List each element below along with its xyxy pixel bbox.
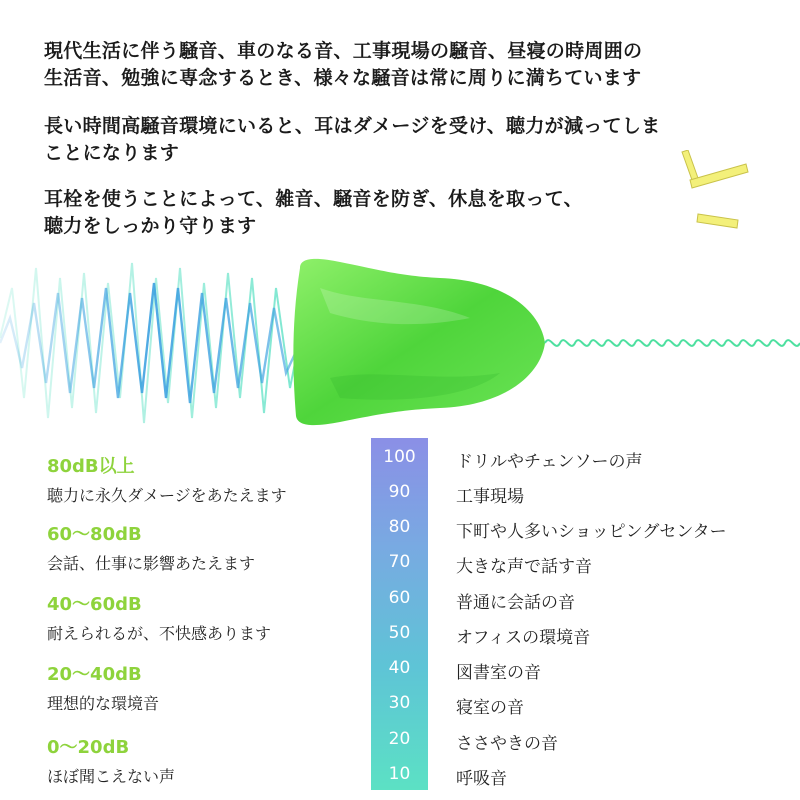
sound-source-60: 普通に会話の音 <box>456 593 575 613</box>
db-value-30: 30 <box>388 693 411 713</box>
level-title-80-plus: 80dB以上 <box>47 456 135 477</box>
intro-line: ことになります <box>44 142 180 164</box>
sound-source-100: ドリルやチェンソーの声 <box>456 452 643 472</box>
intro-paragraph-noise-life <box>44 38 760 92</box>
sound-source-40: 図書室の音 <box>456 663 541 683</box>
intro-line: 長い時間高騒音環境にいると、耳はダメージを受け、聴力が減ってしま <box>44 115 661 137</box>
intro-line: 現代生活に伴う騒音、車のなる音、工事現場の騒音、昼寝の時周囲の <box>44 40 643 62</box>
sound-source-10: 呼吸音 <box>456 769 507 789</box>
level-desc-0-20: ほぼ聞こえない声 <box>47 767 176 786</box>
db-value-60: 60 <box>388 588 411 608</box>
intro-line: 聴力をしっかり守ります <box>44 215 257 237</box>
level-desc-80-plus: 聴力に永久ダメージをあたえます <box>47 486 287 505</box>
db-value-20: 20 <box>388 729 411 749</box>
sound-source-70: 大きな声で話す音 <box>456 557 592 577</box>
db-value-100: 100 <box>383 447 416 467</box>
db-value-80: 80 <box>388 517 411 537</box>
level-title-60-80: 60～80dB <box>47 524 142 545</box>
level-title-40-60: 40～60dB <box>47 594 142 615</box>
emphasis-burst-icon <box>680 150 750 240</box>
sound-source-80: 下町や人多いショッピングセンター <box>456 522 727 542</box>
level-desc-60-80: 会話、仕事に影響あたえます <box>47 554 256 573</box>
intro-paragraph-hearing-damage <box>44 113 760 167</box>
intro-paragraph-earplug-benefit <box>44 186 760 240</box>
earplug-soundwave-illustration <box>0 248 800 438</box>
quiet-soundwave <box>545 340 800 346</box>
sound-source-90: 工事現場 <box>456 487 524 507</box>
sound-source-30: 寝室の音 <box>456 698 524 718</box>
level-title-0-20: 0～20dB <box>47 737 130 758</box>
earplug-body <box>293 259 545 425</box>
sound-source-50: オフィスの環境音 <box>456 628 591 648</box>
level-desc-20-40: 理想的な環境音 <box>47 694 160 713</box>
db-value-90: 90 <box>388 482 411 502</box>
db-value-70: 70 <box>388 552 411 572</box>
intro-line: 生活音、勉強に専念するとき、様々な騒音は常に周りに満ちています <box>44 67 642 89</box>
db-value-50: 50 <box>388 623 411 643</box>
db-value-10: 10 <box>388 764 411 784</box>
db-value-40: 40 <box>388 658 411 678</box>
level-desc-40-60: 耐えられるが、不快感あります <box>47 624 272 643</box>
level-title-20-40: 20～40dB <box>47 664 142 685</box>
sound-source-20: ささやきの音 <box>456 734 558 754</box>
intro-line: 耳栓を使うことによって、雑音、騒音を防ぎ、休息を取って、 <box>44 188 583 210</box>
